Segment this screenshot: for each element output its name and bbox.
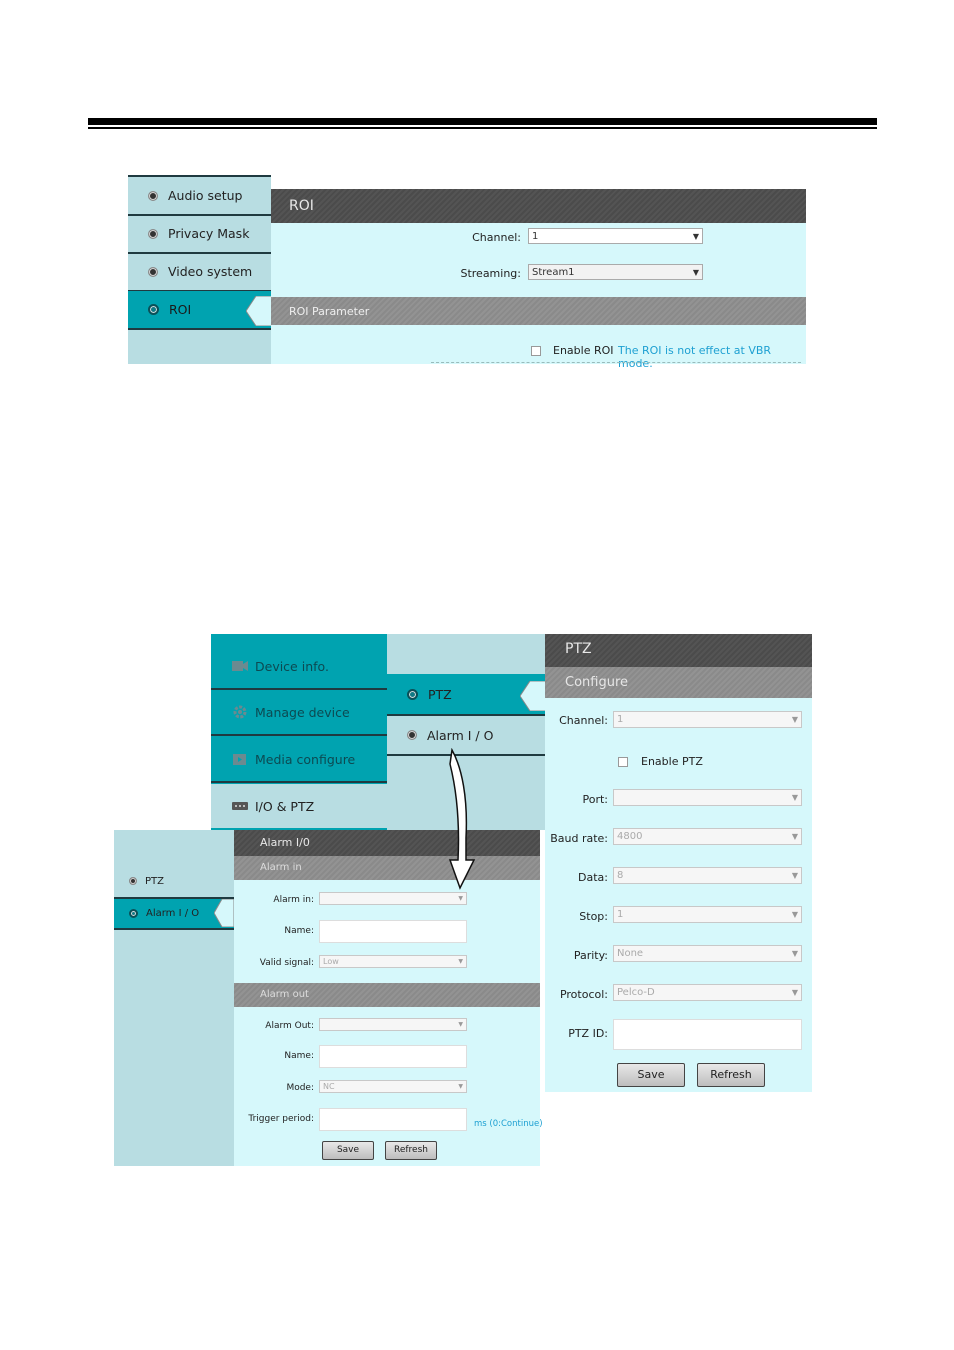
mode-label: Mode:	[286, 1083, 314, 1093]
dropdown-arrow-icon: ▼	[791, 793, 798, 802]
alarm-sidebar-item-ptz[interactable]: PTZ	[114, 865, 234, 899]
nav-item-manage-device[interactable]: Manage device	[211, 690, 387, 736]
enable-roi-checkbox[interactable]	[531, 346, 541, 356]
trigger-period-hint: ms (0:Continue)	[474, 1119, 543, 1129]
bullet-icon	[129, 877, 137, 885]
dropdown-arrow-icon: ▼	[791, 832, 798, 841]
bullet-icon	[148, 229, 158, 239]
alarm-in-label: Alarm in:	[273, 895, 314, 905]
protocol-select[interactable]: Pelco-D ▼	[613, 984, 802, 1001]
ptz-save-button[interactable]: Save	[617, 1063, 685, 1087]
ptz-channel-label: Channel:	[559, 714, 608, 727]
valid-signal-select[interactable]: Low ▼	[319, 955, 467, 968]
alarm-in-name-input[interactable]	[319, 920, 467, 943]
alarm-out-select[interactable]	[319, 1018, 467, 1031]
dropdown-arrow-icon: ▼	[791, 949, 798, 958]
roi-vbr-note: The ROI is not effect at VBR mode.	[618, 344, 772, 370]
ptz-form	[545, 698, 812, 1092]
alarm-in-name-label: Name:	[284, 926, 314, 936]
bullet-icon	[148, 267, 158, 277]
alarm-sidebar	[114, 830, 234, 1166]
roi-title-bar: ROI	[271, 189, 806, 223]
bullet-icon	[148, 191, 158, 201]
nav-item-device-info[interactable]: Device info.	[211, 644, 387, 690]
alarm-in-bar: Alarm in	[234, 856, 540, 880]
trigger-period-input[interactable]	[319, 1108, 467, 1131]
data-select[interactable]: 8 ▼	[613, 867, 802, 884]
valid-signal-label: Valid signal:	[259, 958, 314, 968]
port-label: Port:	[582, 793, 608, 806]
nav-item-io-ptz[interactable]: I/O & PTZ	[211, 784, 387, 828]
ptz-id-label: PTZ ID:	[568, 1027, 608, 1040]
selected-pointer-icon	[214, 899, 234, 927]
stop-select[interactable]: 1 ▼	[613, 906, 802, 923]
dropdown-arrow-icon: ▼	[458, 1083, 463, 1090]
roi-parameter-bar: ROI Parameter	[271, 297, 806, 325]
dropdown-arrow-icon: ▼	[791, 988, 798, 997]
alarm-out-form	[234, 1007, 543, 1166]
subnav-item-alarm-io[interactable]: Alarm I / O	[387, 716, 545, 756]
trigger-period-label: Trigger period:	[248, 1114, 314, 1124]
roi-parameter-body	[271, 325, 806, 370]
mode-select[interactable]: NC ▼	[319, 1080, 467, 1093]
alarm-out-label: Alarm Out:	[265, 1021, 314, 1031]
bullet-icon	[407, 730, 417, 740]
header-rule-thick	[88, 118, 877, 125]
callout-arrow-icon	[446, 748, 478, 890]
channel-label: Channel:	[472, 231, 521, 244]
sidebar-item-roi[interactable]: ROI	[128, 291, 271, 330]
dropdown-arrow-icon: ▼	[692, 268, 699, 277]
alarm-refresh-button[interactable]: Refresh	[385, 1141, 437, 1160]
dropdown-arrow-icon: ▼	[791, 871, 798, 880]
header-rule-thin	[88, 127, 877, 129]
alarm-save-button[interactable]: Save	[322, 1141, 374, 1160]
parity-select[interactable]: None ▼	[613, 945, 802, 962]
alarm-out-bar: Alarm out	[234, 983, 540, 1007]
alarm-out-name-input[interactable]	[319, 1045, 467, 1068]
streaming-label: Streaming:	[460, 267, 521, 280]
dropdown-arrow-icon: ▼	[458, 1021, 463, 1028]
sidebar-item-privacy-mask[interactable]: Privacy Mask	[128, 215, 271, 254]
stop-label: Stop:	[579, 910, 608, 923]
baud-rate-label: Baud rate:	[550, 832, 608, 845]
io-port-icon	[231, 799, 249, 813]
nav-item-media-configure[interactable]: Media configure	[211, 737, 387, 783]
ptz-title-bar: PTZ	[545, 634, 812, 667]
main-nav	[211, 634, 387, 830]
channel-select[interactable]: 1 ▼	[528, 228, 703, 244]
gear-icon	[231, 705, 249, 719]
alarm-out-name-label: Name:	[284, 1051, 314, 1061]
streaming-select[interactable]: Stream1 ▼	[528, 264, 703, 280]
protocol-label: Protocol:	[559, 988, 608, 1001]
alarm-sidebar-item-alarm-io[interactable]: Alarm I / O	[114, 899, 234, 930]
bullet-selected-icon	[148, 304, 159, 315]
ptz-id-input[interactable]	[613, 1019, 802, 1050]
dropdown-arrow-icon: ▼	[791, 715, 798, 724]
sidebar-item-audio-setup[interactable]: Audio setup	[128, 175, 271, 216]
roi-dashed-line	[431, 362, 801, 363]
ptz-refresh-button[interactable]: Refresh	[697, 1063, 765, 1087]
enable-roi-label: Enable ROI	[553, 344, 614, 357]
selected-pointer-icon	[520, 681, 546, 711]
alarm-in-select[interactable]	[319, 892, 467, 905]
subnav-item-ptz[interactable]: PTZ	[387, 674, 545, 716]
sidebar-item-video-system[interactable]: Video system	[128, 253, 271, 292]
film-icon	[231, 752, 249, 766]
dropdown-arrow-icon: ▼	[692, 232, 699, 241]
roi-sidebar	[128, 175, 271, 364]
enable-ptz-label: Enable PTZ	[641, 755, 703, 768]
dropdown-arrow-icon: ▼	[458, 895, 463, 902]
ptz-channel-select[interactable]: 1 ▼	[613, 711, 802, 728]
bullet-selected-icon	[129, 909, 138, 918]
parity-label: Parity:	[573, 949, 608, 962]
dropdown-arrow-icon: ▼	[458, 958, 463, 965]
data-label: Data:	[578, 871, 608, 884]
bullet-selected-icon	[407, 689, 418, 700]
selected-pointer-icon	[246, 296, 272, 326]
enable-ptz-checkbox[interactable]	[618, 757, 628, 767]
alarm-title-bar: Alarm I/0	[234, 830, 540, 856]
ptz-configure-bar: Configure	[545, 667, 812, 698]
alarm-in-form	[234, 880, 540, 983]
roi-form	[271, 223, 806, 297]
port-select[interactable]	[613, 789, 802, 806]
dropdown-arrow-icon: ▼	[791, 910, 798, 919]
camera-icon	[231, 659, 249, 673]
baud-rate-select[interactable]: 4800 ▼	[613, 828, 802, 845]
